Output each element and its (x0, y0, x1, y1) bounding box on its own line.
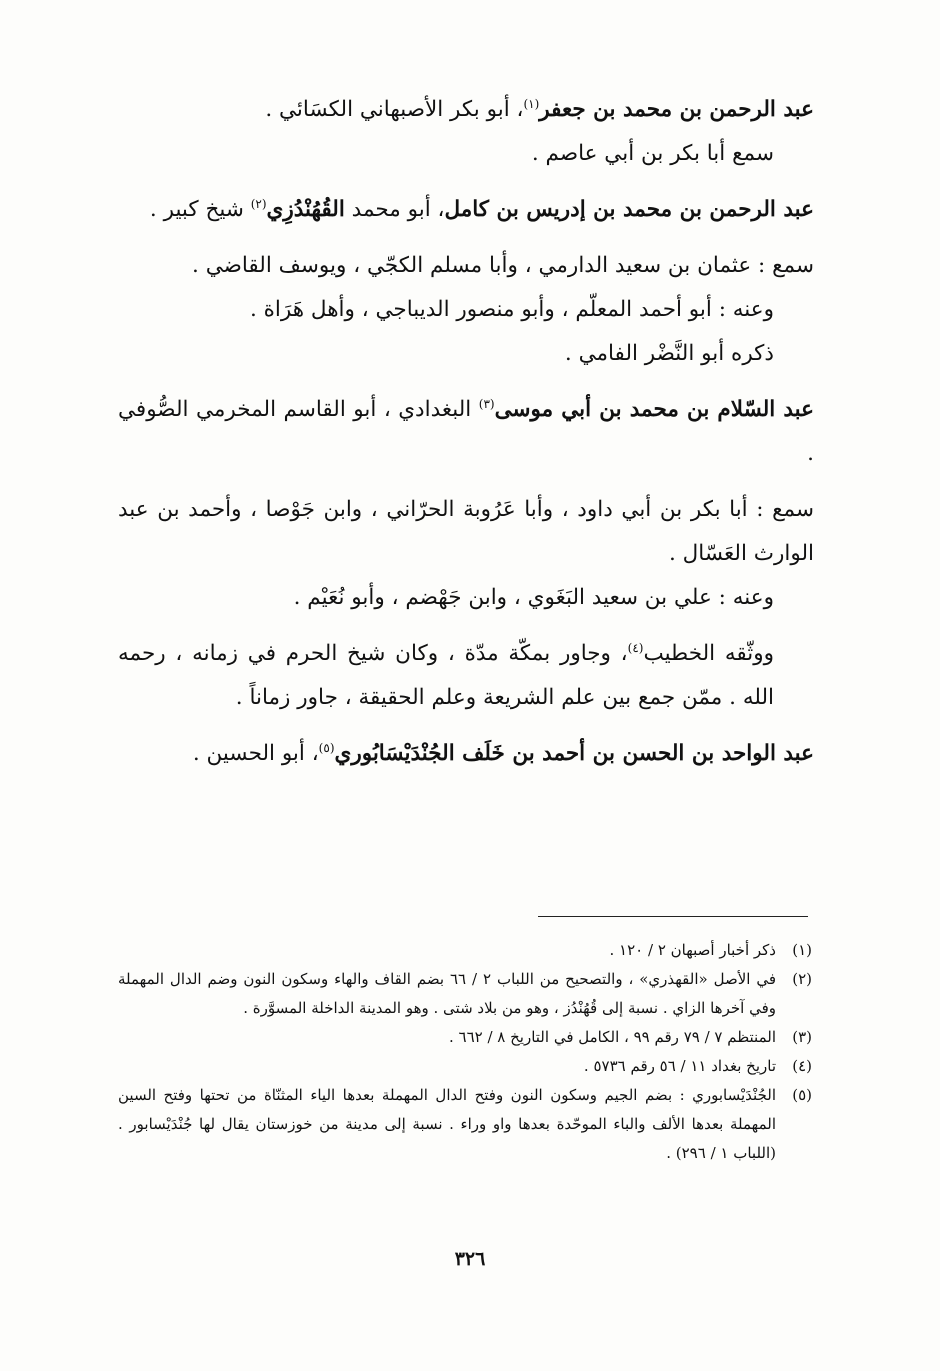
entry-name: عبد الواحد بن الحسن بن أحمد بن خَلَف الجُنْدَيْسَابُوري (334, 741, 814, 766)
entry-heading-rest: ، أبو الحسين . (192, 741, 319, 766)
footnote-number: (٣) (792, 1028, 812, 1046)
entry-nisba: القُهُنْدُزِي (266, 197, 345, 222)
entry-narrators: وعنه : أبو أحمد المعلّم ، وأبو منصور الديباجي ، وأهل هَرَاة . (249, 297, 774, 322)
footnote (118, 1023, 812, 1052)
page-number: ٣٢٦ (454, 1248, 486, 1270)
entry-heading (118, 732, 814, 776)
entry-heard: سمع : أبا بكر بن أبي داود ، وأبا عَرُوبة الحرّاني ، وابن جَوْصا ، وأحمد بن عبد الوارث العَسّال . (118, 497, 814, 566)
footnote-ref: (٥) (318, 740, 335, 755)
entry-narrators: وعنه : علي بن سعيد البَغَوي ، وابن جَهْضم ، وأبو نُعَيْم . (293, 585, 774, 610)
biography-entry (118, 188, 814, 376)
footnote-text: في الأصل «القهذري» ، والتصحيح من اللباب ٢ / ٦٦ بضم القاف والهاء وسكون النون وضم الدال المهملة وفي آخرها الزاي . نسبة إلى قُهُنْدُز ، وهو من بلاد شتى . وهو المدينة الداخلة المسوَّرة . (118, 970, 777, 1017)
footnote-text: الجُنْدَيْسابوري : بضم الجيم وسكون النون وفتح الدال المهملة بعدها الياء المثنّاة من تحتها وفتح السين المهملة بعدها الألف والباء الموحّدة بعدها واو وراء . نسبة إلى مدينة من خوزستان يقال لها جُنْدَيْسابور . (اللباب ١ / ٢٩٦) . (118, 1086, 776, 1162)
entry-heading-rest: ، أبو بكر الأصبهاني الكسَائي . (265, 97, 524, 122)
biography-entry (118, 88, 814, 176)
footnote-text: تاريخ بغداد ١١ / ٥٦ رقم ٥٧٣٦ . (583, 1057, 776, 1075)
entry-heading (118, 88, 814, 132)
footnote-number: (٥) (792, 1086, 812, 1104)
entry-name: عبد الرحمن بن محمد بن جعفر (539, 97, 814, 122)
entry-heading (118, 188, 814, 232)
entry-heading-rest: البغدادي ، أبو القاسم المخرمي الصُّوفي . (118, 397, 814, 466)
footnote (118, 1081, 812, 1168)
footnote (118, 1052, 812, 1081)
footnote (118, 965, 812, 1023)
footnote-number: (١) (792, 941, 812, 959)
footnote-ref: (٤) (627, 640, 644, 655)
biography-entry (118, 732, 814, 776)
entry-kunya: ، أبو محمد (344, 197, 445, 222)
footnote-ref: (٣) (478, 396, 495, 411)
footnote-number: (٤) (792, 1057, 812, 1075)
entry-heading (118, 388, 814, 476)
footnote-number: (٢) (792, 970, 812, 988)
footnote-ref: (١) (523, 96, 540, 111)
entry-heading-rest: شيخ كبير . (149, 197, 251, 222)
footnote (118, 936, 812, 965)
entry-mentioned: ذكره أبو النَّضْر الفامي . (564, 341, 774, 366)
biography-entry (118, 388, 814, 720)
entry-note-rest: ، وجاور بمكّة مدّة ، وكان شيخ الحرم في زمانه ، رحمه الله . ممّن جمع بين علم الشريعة وعلم الحقيقة ، جاور زماناً . (118, 641, 774, 710)
footnotes (118, 936, 812, 1168)
entry-note (118, 632, 814, 720)
entry-note-start: ووثّقه الخطيب (643, 641, 774, 666)
footnote-text: المنتظم ٧ / ٧٩ رقم ٩٩ ، الكامل في التاريخ ٨ / ٦٦٢ . (448, 1028, 776, 1046)
entry-heard-line: سمع أبا بكر بن أبي عاصم . (531, 141, 774, 166)
entry-heard: سمع : عثمان بن سعيد الدارمي ، وأبا مسلم الكجّي ، ويوسف القاضي . (192, 253, 814, 278)
footnote-text: ذكر أخبار أصبهان ٢ / ١٢٠ . (609, 941, 776, 959)
entry-name: عبد السّلام بن محمد بن أبي موسى (494, 397, 814, 422)
main-text (118, 88, 814, 776)
footnote-ref: (٢) (250, 196, 267, 211)
entry-name: عبد الرحمن بن محمد بن إدريس بن كامل (444, 197, 814, 222)
footnote-separator (538, 916, 808, 917)
